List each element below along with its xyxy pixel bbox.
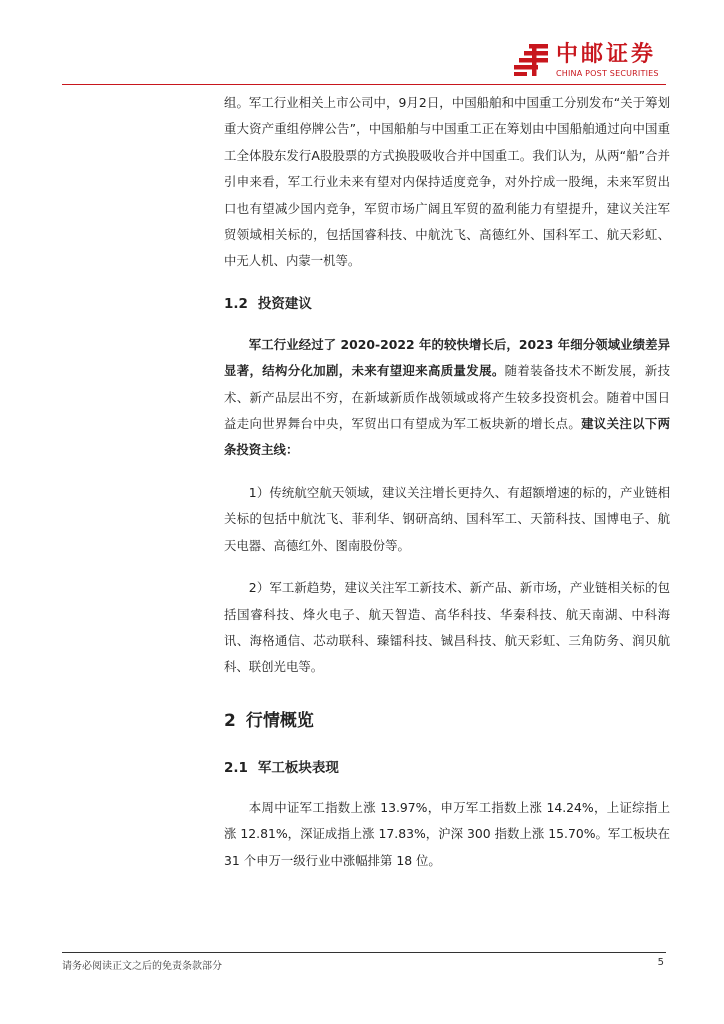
investment-advice-bold-tail: 建议关注以下两条投资主线： [224, 416, 671, 458]
section-2-heading [224, 709, 670, 733]
section-1-2-heading [224, 293, 670, 315]
footer-divider [62, 952, 666, 953]
section-1-2-number: 1.2 [224, 295, 248, 312]
section-2-number: 2 [224, 710, 236, 731]
section-2-1-title: 军工板块表现 [257, 759, 339, 776]
brand-name-cn: 中邮证券 [556, 42, 657, 67]
company-logo [512, 42, 672, 82]
section-2-1-number: 2.1 [224, 759, 248, 776]
investment-advice-text: 随着装备技术不断发展，新技术、新产品层出不穷，在新域新质作战领域或将产生较多投资机会。随着中国日益走向世界舞台中央，军贸出口有望成为军工板块新的增长点。 [224, 363, 671, 432]
header-divider [62, 84, 666, 85]
document-body [224, 90, 670, 874]
sector-performance-paragraph: 本周中证军工指数上涨 13.97%，申万军工指数上涨 14.24%，上证综指上涨 12.81%，深证成指上涨 17.83%，沪深 300 指数上涨 15.70%。军工板块在 31 个申万一级行业中涨幅排第 18 位。 [224, 799, 670, 868]
investment-advice-paragraph [224, 332, 670, 464]
china-post-logo-icon [512, 42, 550, 78]
section-1-2-title: 投资建议 [257, 295, 312, 312]
page-number: 5 [657, 957, 664, 968]
brand-name-en: CHINA POST SECURITIES [556, 69, 659, 78]
section-2-title: 行情概览 [245, 710, 314, 731]
investment-point-2: 2）军工新趋势，建议关注军工新技术、新产品、新市场，产业链相关标的包括国睿科技、烽火电子、航天智造、高华科技、华秦科技、航天南湖、中科海讯、海格通信、芯动联科、臻镭科技、铖昌科技、航天彩虹、三角防务、润贝航科、联创光电等。 [224, 580, 670, 675]
investment-point-1: 1）传统航空航天领域，建议关注增长更持久、有超额增速的标的，产业链相关标的包括中航沈飞、菲利华、钢研高纳、国科军工、天箭科技、国博电子、航天电器、高德红外、图南股份等。 [224, 484, 670, 553]
footer-disclaimer: 请务必阅读正文之后的免责条款部分 [62, 961, 222, 972]
section-2-1-heading [224, 757, 670, 779]
investment-advice-bold-lead: 军工行业经过了 2020-2022 年的较快增长后，2023 年细分领域业绩差异显著，结构分化加剧，未来有望迎来高质量发展。 [224, 336, 670, 379]
intro-paragraph: 组。军工行业相关上市公司中，9月2日，中国船舶和中国重工分别发布“关于筹划重大资产重组停牌公告”，中国船舶与中国重工正在筹划由中国船舶通过向中国重工全体股东发行A股股票的方式换股吸收合并中国重工。我们认为，从两“船”合并引申来看，军工行业未来有望对内保持适度竞争，对外拧成一股绳，未来军贸出口也有望减少国内竞争，军贸市场广阔且军贸的盈利能力有望提升，建议关注军贸领域相关标的，包括国睿科技、中航沈飞、高德红外、国科军工、航天彩虹、中无人机、内蒙一机等。 [224, 95, 670, 269]
